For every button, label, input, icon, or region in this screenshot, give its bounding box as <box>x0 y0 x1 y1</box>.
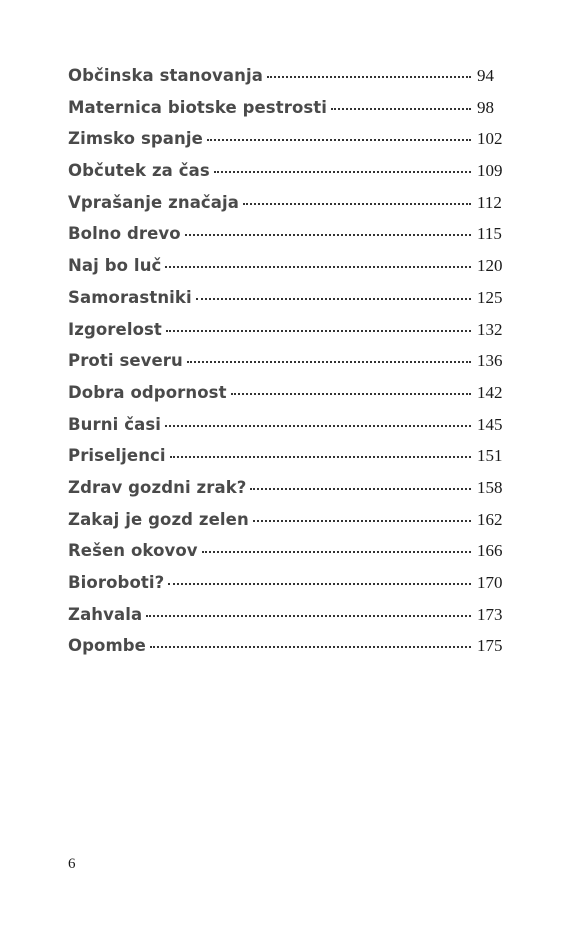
toc-entry-title: Dobra odpornost <box>68 382 227 402</box>
toc-entry <box>68 191 509 223</box>
toc-entry-title: Zdrav gozdni zrak? <box>68 477 247 497</box>
toc-entry-page: 120 <box>477 256 503 276</box>
dot-leader <box>331 108 471 110</box>
dot-leader <box>165 425 471 427</box>
toc-entry <box>68 381 509 413</box>
dot-leader <box>146 615 471 617</box>
toc-entry <box>68 508 509 540</box>
toc-entry <box>68 254 509 286</box>
dot-leader <box>207 139 471 141</box>
dot-leader <box>214 171 471 173</box>
toc-entry-title: Občinska stanovanja <box>68 66 263 85</box>
toc-entry-page: 94 <box>477 66 494 85</box>
toc-entry <box>68 476 509 508</box>
toc-entry-page: 162 <box>477 509 503 529</box>
page-number: 6 <box>68 856 76 872</box>
dot-leader <box>170 456 471 458</box>
toc-entry-title: Vprašanje značaja <box>68 192 240 212</box>
toc-entry-page: 142 <box>477 382 503 402</box>
toc-entry-title: Bioroboti? <box>68 573 165 592</box>
toc-entry-page: 158 <box>477 477 503 497</box>
dot-leader <box>231 393 471 395</box>
toc-entry-page: 166 <box>477 541 503 561</box>
toc-entry-page: 170 <box>477 573 503 592</box>
toc-entry <box>68 222 509 254</box>
toc-entry-title: Burni časi <box>68 414 161 434</box>
toc-entry-page: 102 <box>477 129 503 149</box>
toc-entry-title: Izgorelost <box>68 319 162 339</box>
toc-entry-title: Opombe <box>68 636 146 656</box>
toc-entry-page: 151 <box>477 446 503 466</box>
dot-leader <box>185 234 471 236</box>
dot-leader <box>165 266 471 268</box>
toc-entry <box>68 413 509 445</box>
toc-entry-title: Bolno drevo <box>68 224 181 244</box>
toc-entry-title: Zakaj je gozd zelen <box>68 509 249 529</box>
toc-entry-page: 125 <box>477 287 503 307</box>
dot-leader <box>166 330 471 332</box>
dot-leader <box>243 203 471 205</box>
dot-leader <box>253 520 471 522</box>
dot-leader <box>150 646 471 648</box>
toc-entry-title: Zimsko spanje <box>68 129 203 149</box>
toc-entry-page: 136 <box>477 351 503 371</box>
toc-entry <box>68 159 509 191</box>
toc-entry <box>68 603 509 635</box>
toc-entry <box>68 349 509 381</box>
dot-leader <box>168 583 471 585</box>
toc-entry <box>68 64 509 96</box>
toc-entry-title: Proti severu <box>68 351 183 371</box>
toc-entry-title: Maternica biotske pestrosti <box>68 97 328 117</box>
toc-entry-title: Priseljenci <box>68 446 166 466</box>
dot-leader <box>267 76 471 78</box>
dot-leader <box>250 488 471 490</box>
toc-entry-page: 173 <box>477 604 503 624</box>
toc-entry <box>68 127 509 159</box>
toc-entry-page: 132 <box>477 319 503 339</box>
toc-entry-title: Občutek za čas <box>68 161 210 181</box>
toc-entry-page: 145 <box>477 414 503 434</box>
toc-entry-title: Zahvala <box>68 604 143 624</box>
toc-entry <box>68 571 509 603</box>
toc-entry-page: 175 <box>477 636 503 656</box>
dot-leader <box>196 298 471 300</box>
toc-entry-title: Rešen okovov <box>68 541 198 561</box>
toc-entry-title: Samorastniki <box>68 287 192 307</box>
dot-leader <box>202 551 471 553</box>
toc-entry-page: 98 <box>477 97 494 117</box>
dot-leader <box>187 361 471 363</box>
toc-entry-page: 112 <box>477 192 502 212</box>
toc-entry <box>68 286 509 318</box>
toc-entry <box>68 96 509 128</box>
toc-entry <box>68 539 509 571</box>
toc-entry-page: 109 <box>477 161 503 181</box>
toc-entry <box>68 318 509 350</box>
toc-entry <box>68 444 509 476</box>
toc-entry-title: Naj bo luč <box>68 256 162 276</box>
toc-entry <box>68 634 509 666</box>
table-of-contents <box>68 64 509 666</box>
toc-entry-page: 115 <box>477 224 502 244</box>
